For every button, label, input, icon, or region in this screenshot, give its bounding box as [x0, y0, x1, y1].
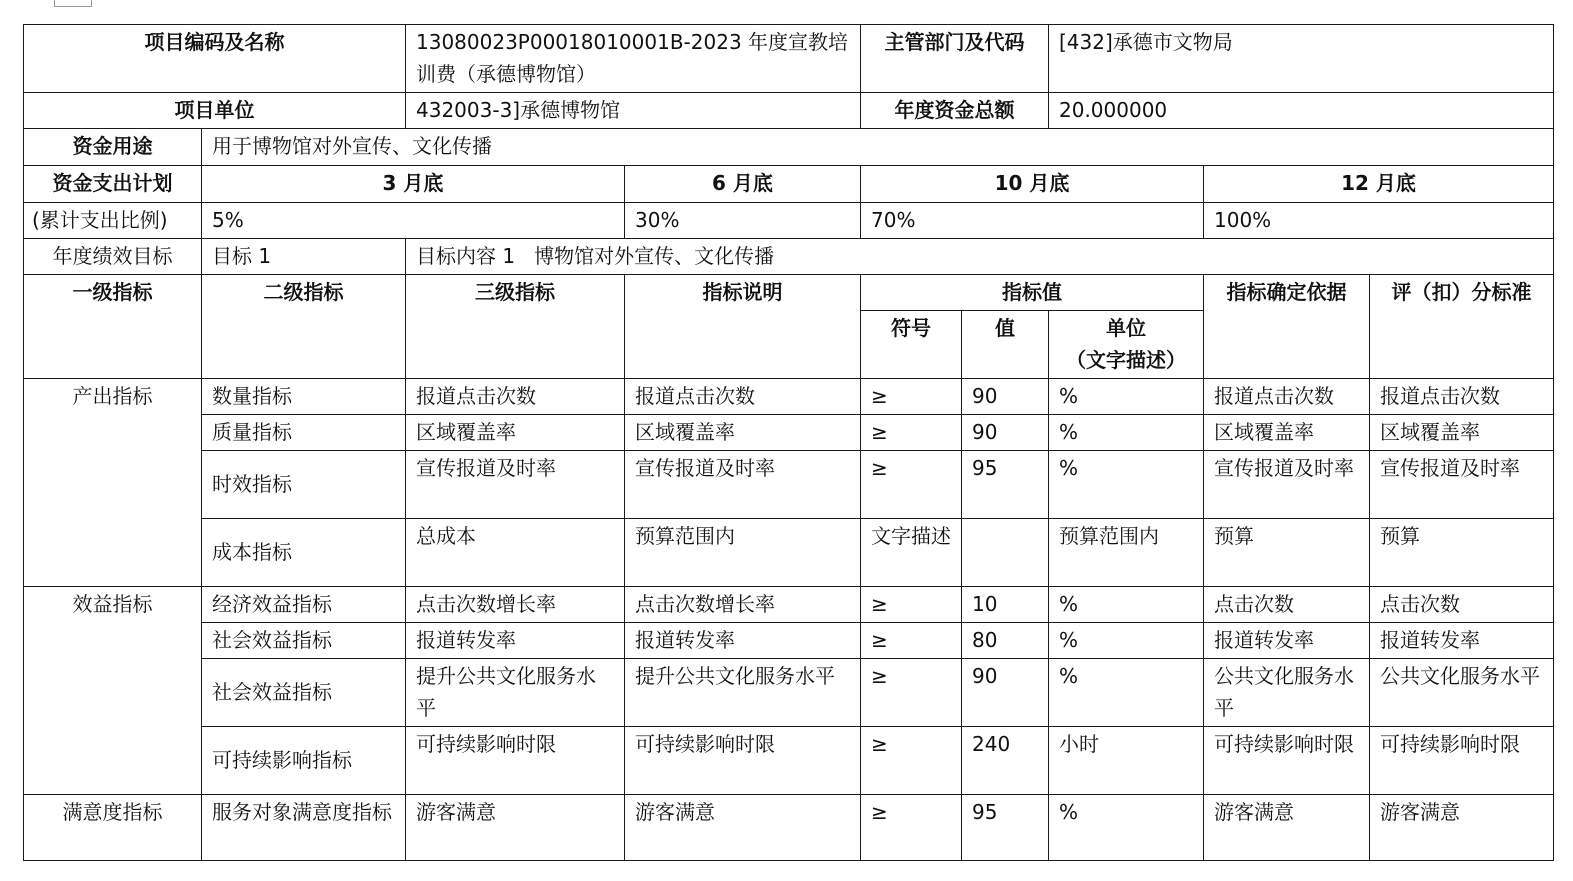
cell-score: 区域覆盖率 — [1370, 415, 1554, 451]
cell-l3: 游客满意 — [406, 795, 625, 861]
table-row — [24, 659, 1554, 727]
cell-score: 宣传报道及时率 — [1370, 451, 1554, 519]
cell-desc: 宣传报道及时率 — [625, 451, 861, 519]
cell-l2: 社会效益指标 — [202, 659, 406, 727]
col-basis: 指标确定依据 — [1204, 275, 1370, 379]
cell-l3: 报道转发率 — [406, 623, 625, 659]
cell-l3: 可持续影响时限 — [406, 727, 625, 795]
cell-basis: 宣传报道及时率 — [1204, 451, 1370, 519]
cell-l3: 区域覆盖率 — [406, 415, 625, 451]
cell-symbol: ≥ — [861, 659, 962, 727]
cell-unit: % — [1049, 451, 1204, 519]
cell-symbol: ≥ — [861, 587, 962, 623]
cell-l2: 经济效益指标 — [202, 587, 406, 623]
cell-symbol: ≥ — [861, 727, 962, 795]
project-code-value: 13080023P00018010001B-2023 年度宣教培训费（承德博物馆） — [406, 25, 861, 93]
unit-label: 项目单位 — [24, 93, 406, 129]
goal-target: 目标 1 — [202, 239, 406, 275]
cell-l2: 成本指标 — [202, 519, 406, 587]
col-level2: 二级指标 — [202, 275, 406, 379]
unit-value: 432003-3]承德博物馆 — [406, 93, 861, 129]
plan-ratio: 5% — [202, 203, 625, 239]
dept-value: [432]承德市文物局 — [1049, 25, 1554, 93]
cell-symbol: ≥ — [861, 451, 962, 519]
cell-basis: 可持续影响时限 — [1204, 727, 1370, 795]
cell-basis: 报道转发率 — [1204, 623, 1370, 659]
col-level1: 一级指标 — [24, 275, 202, 379]
dept-label: 主管部门及代码 — [861, 25, 1049, 93]
cell-unit: % — [1049, 379, 1204, 415]
goal-content: 博物馆对外宣传、文化传播 — [534, 244, 775, 268]
column-header-row — [24, 275, 1554, 311]
ratio-label: (累计支出比例) — [24, 203, 202, 239]
table-row — [24, 795, 1554, 861]
plan-ratio: 30% — [625, 203, 861, 239]
col-unit-line2: （文字描述） — [1066, 348, 1186, 372]
cell-score: 报道点击次数 — [1370, 379, 1554, 415]
project-row — [24, 25, 1554, 93]
plan-period: 12 月底 — [1204, 166, 1554, 203]
cell-symbol: ≥ — [861, 623, 962, 659]
cell-l3: 点击次数增长率 — [406, 587, 625, 623]
plan-ratio: 70% — [861, 203, 1204, 239]
cell-unit: 预算范围内 — [1049, 519, 1204, 587]
cell-desc: 区域覆盖率 — [625, 415, 861, 451]
plan-ratio: 100% — [1204, 203, 1554, 239]
col-symbol: 符号 — [861, 311, 962, 379]
cell-desc: 预算范围内 — [625, 519, 861, 587]
col-level3: 三级指标 — [406, 275, 625, 379]
cell-l3: 提升公共文化服务水平 — [406, 659, 625, 727]
cell-l3: 报道点击次数 — [406, 379, 625, 415]
cell-value: 90 — [962, 659, 1049, 727]
cell-desc: 点击次数增长率 — [625, 587, 861, 623]
table-row — [24, 415, 1554, 451]
cell-score: 游客满意 — [1370, 795, 1554, 861]
table-row — [24, 727, 1554, 795]
table-row — [24, 623, 1554, 659]
cell-basis: 预算 — [1204, 519, 1370, 587]
col-unit — [1049, 311, 1204, 379]
plan-period: 10 月底 — [861, 166, 1204, 203]
total-label: 年度资金总额 — [861, 93, 1049, 129]
col-description: 指标说明 — [625, 275, 861, 379]
col-value: 值 — [962, 311, 1049, 379]
plan-label: 资金支出计划 — [24, 166, 202, 203]
table-row — [24, 379, 1554, 415]
cell-basis: 报道点击次数 — [1204, 379, 1370, 415]
cell-unit: 小时 — [1049, 727, 1204, 795]
cell-value: 10 — [962, 587, 1049, 623]
cell-l3: 总成本 — [406, 519, 625, 587]
col-unit-line1: 单位 — [1106, 316, 1146, 340]
cell-symbol: ≥ — [861, 415, 962, 451]
total-value: 20.000000 — [1049, 93, 1554, 129]
cell-value: 95 — [962, 795, 1049, 861]
cell-value: 90 — [962, 415, 1049, 451]
cell-value — [962, 519, 1049, 587]
cell-basis: 点击次数 — [1204, 587, 1370, 623]
plan-period: 3 月底 — [202, 166, 625, 203]
cell-score: 可持续影响时限 — [1370, 727, 1554, 795]
cell-desc: 报道转发率 — [625, 623, 861, 659]
cell-unit: % — [1049, 587, 1204, 623]
goal-content-cell — [406, 239, 1554, 275]
plan-ratio-row — [24, 203, 1554, 239]
cell-unit: % — [1049, 623, 1204, 659]
cell-basis: 公共文化服务水平 — [1204, 659, 1370, 727]
table-row — [24, 519, 1554, 587]
cell-desc: 报道点击次数 — [625, 379, 861, 415]
group-benefit: 效益指标 — [24, 587, 202, 795]
goal-label: 年度绩效目标 — [24, 239, 202, 275]
table-row — [24, 451, 1554, 519]
corner-mark — [54, 0, 92, 7]
col-scoring: 评（扣）分标准 — [1370, 275, 1554, 379]
cell-value: 90 — [962, 379, 1049, 415]
cell-l2: 社会效益指标 — [202, 623, 406, 659]
cell-l2: 数量指标 — [202, 379, 406, 415]
cell-score: 报道转发率 — [1370, 623, 1554, 659]
usage-label: 资金用途 — [24, 129, 202, 166]
usage-value: 用于博物馆对外宣传、文化传播 — [202, 129, 1554, 166]
cell-symbol: ≥ — [861, 795, 962, 861]
cell-score: 点击次数 — [1370, 587, 1554, 623]
cell-l2: 可持续影响指标 — [202, 727, 406, 795]
cell-l2: 质量指标 — [202, 415, 406, 451]
cell-score: 公共文化服务水平 — [1370, 659, 1554, 727]
cell-value: 240 — [962, 727, 1049, 795]
cell-basis: 区域覆盖率 — [1204, 415, 1370, 451]
unit-row — [24, 93, 1554, 129]
cell-unit: % — [1049, 415, 1204, 451]
cell-desc: 提升公共文化服务水平 — [625, 659, 861, 727]
cell-value: 95 — [962, 451, 1049, 519]
plan-period: 6 月底 — [625, 166, 861, 203]
group-satisfaction: 满意度指标 — [24, 795, 202, 861]
cell-score: 预算 — [1370, 519, 1554, 587]
goal-content-label: 目标内容 1 — [416, 244, 516, 268]
cell-symbol: 文字描述 — [861, 519, 962, 587]
cell-desc: 游客满意 — [625, 795, 861, 861]
cell-unit: % — [1049, 795, 1204, 861]
goal-row — [24, 239, 1554, 275]
project-code-label: 项目编码及名称 — [24, 25, 406, 93]
performance-table — [23, 24, 1554, 861]
cell-unit: % — [1049, 659, 1204, 727]
cell-symbol: ≥ — [861, 379, 962, 415]
usage-row — [24, 129, 1554, 166]
cell-l2: 时效指标 — [202, 451, 406, 519]
plan-period-row — [24, 166, 1554, 203]
cell-basis: 游客满意 — [1204, 795, 1370, 861]
cell-value: 80 — [962, 623, 1049, 659]
cell-desc: 可持续影响时限 — [625, 727, 861, 795]
group-output: 产出指标 — [24, 379, 202, 587]
col-value-group: 指标值 — [861, 275, 1204, 311]
cell-l3: 宣传报道及时率 — [406, 451, 625, 519]
table-row — [24, 587, 1554, 623]
cell-l2: 服务对象满意度指标 — [202, 795, 406, 861]
